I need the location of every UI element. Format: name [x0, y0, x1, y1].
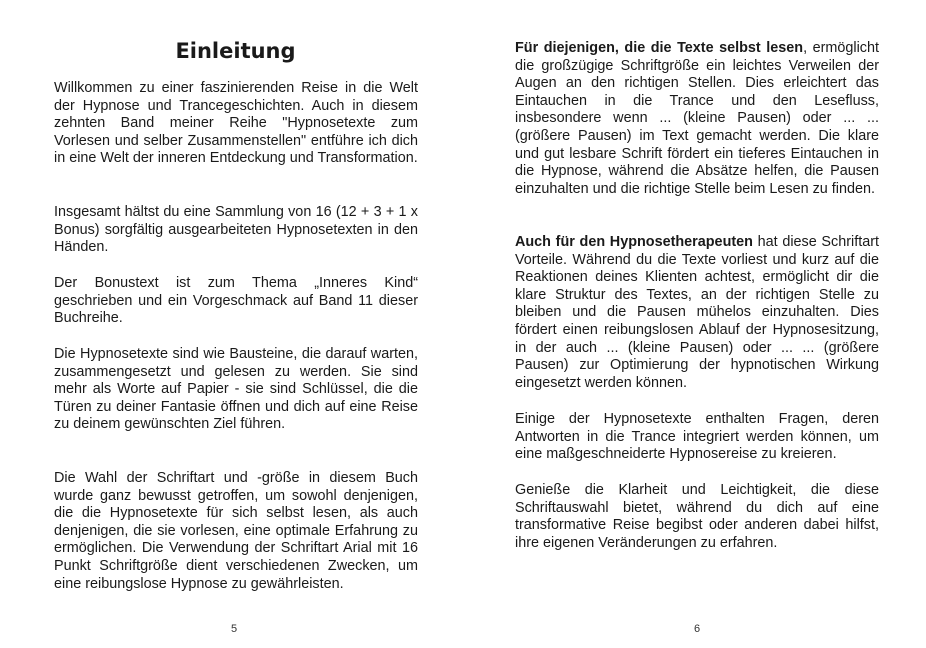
intro-paragraph-2: Insgesamt hältst du eine Sammlung von 16 (12 + 3 + 1 x Bonus) sorgfältig ausgearbeiteten Hypnosetexten in den Händen.	[54, 204, 418, 256]
page-title: Einleitung	[175, 39, 296, 63]
reader-paragraph-lead: Für diejenigen, die die Texte selbst lesen	[515, 40, 804, 56]
questions-paragraph: Einige der Hypnosetexte enthalten Fragen, deren Antworten in die Trance integriert werden können, um eine maßgeschneiderte Hypnosereise zu kreieren.	[515, 411, 879, 463]
therapist-paragraph	[515, 234, 879, 392]
reader-paragraph-text: , ermöglicht die großzügige Schriftgröße ein leichtes Verweilen der Augen an den richtigen Stellen. Dies erleichtert das Eintauchen in die Trance und den Lesefluss, insbesondere wenn ... (kleine Pausen) oder ... ... (größere Pausen) im Text gemacht werden. Die klare und gut lesbare Schrift fördert ein tieferes Eintauchen in die Hypnose, während die Absätze helfen, die Pausen einzuhalten und die richtige Stelle beim Lesen zu finden.	[515, 40, 879, 197]
closing-paragraph: Genieße die Klarheit und Leichtigkeit, die diese Schriftauswahl bietet, während du dich auf eine transformative Reise begibst oder anderen dabei hilfst, ihre eigenen Veränderungen zu erfahren.	[515, 482, 879, 551]
reader-paragraph	[515, 40, 879, 198]
intro-paragraph-1: Willkommen zu einer faszinierenden Reise in die Welt der Hypnose und Trancegeschichten. Auch in diesem zehnten Band meiner Reihe "Hypnosetexte zum Vorlesen und selber Zusammenstellen" entführe ich dich in eine Welt der inneren Entdeckung und Transformation.	[54, 80, 418, 167]
right-page	[463, 0, 926, 648]
page-number: 5	[230, 623, 238, 635]
intro-paragraph-3: Der Bonustext ist zum Thema „Inneres Kind“ geschrieben und ein Vorgeschmack auf Band 11 dieser Buchreihe.	[54, 275, 418, 327]
therapist-paragraph-text: hat diese Schriftart Vorteile. Während du die Texte vorliest und kurz auf die Reaktionen deines Klienten achtest, ermöglicht dir die klare Struktur des Textes, an der richtigen Stelle zu bleiben und die Pausen mühelos einzuhalten. Dies fördert einen reibungslosen Ablauf der Hypnosesitzung, in der auch ... (kleine Pausen) oder ... ... (größere Pausen) zur Optimierung der hypnotischen Wirkung eingesetzt werden können.	[515, 234, 880, 391]
intro-paragraph-4: Die Hypnosetexte sind wie Bausteine, die darauf warten, zusammengesetzt und gelesen zu werden. Sie sind mehr als Worte auf Papier - sie sind Schlüssel, die die Türen zu deiner Fantasie öffnen und dich auf eine Reise zu deinem gewünschten Ziel führen.	[54, 346, 418, 433]
therapist-paragraph-lead: Auch für den Hypnosetherapeuten	[515, 234, 753, 250]
page-number: 6	[693, 623, 701, 635]
intro-paragraph-5: Die Wahl der Schriftart und -größe in diesem Buch wurde ganz bewusst getroffen, um sowohl denjenigen, die die Hypnosetexte für sich selbst lesen, als auch denjenigen, die sie vorlesen, eine optimale Erfahrung zu ermöglichen. Die Verwendung der Schriftart Arial mit 16 Punkt Schriftgröße dient verschiedenen Zwecken, um eine reibungslose Hypnose zu gewährleisten.	[54, 470, 418, 592]
